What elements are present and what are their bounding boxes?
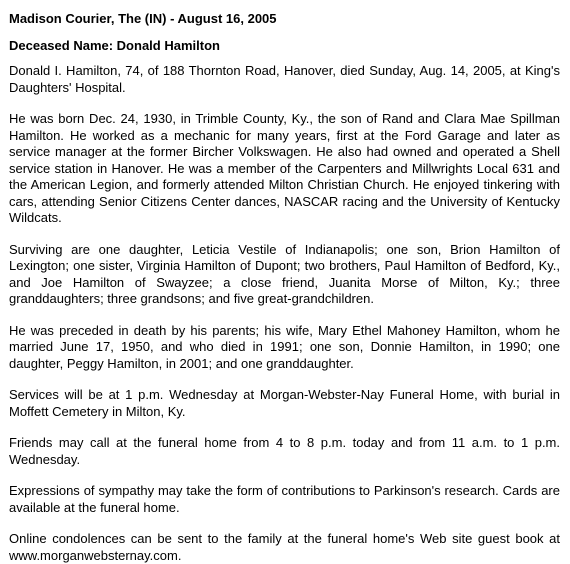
- paragraph-services: Services will be at 1 p.m. Wednesday at Morgan-Webster-Nay Funeral Home, with burial in Moffett Cemetery in Milton, Ky.: [9, 387, 560, 419]
- paragraph-condolences: Online condolences can be sent to the family at the funeral home's Web site guest book at www.morganwebsternay.com.: [9, 531, 560, 563]
- paragraph-preceded-in-death: He was preceded in death by his parents; his wife, Mary Ethel Mahoney Hamilton, whom he married June 17, 1950, and who died in 1991; one son, Donnie Hamilton, in 1990; one daughter, Peggy Hamilton, in 2001; and one granddaughter.: [9, 322, 560, 371]
- obituary-body: [9, 63, 560, 564]
- source-heading: Madison Courier, The (IN) - August 16, 2005: [9, 11, 277, 26]
- paragraph-survivors: Surviving are one daughter, Leticia Vestile of Indianapolis; one son, Brion Hamilton of Lexington; one sister, Virginia Hamilton of Dupont; two brothers, Paul Hamilton of Bedford, Ky., and Joe Hamilton of Swayzee; a close friend, Juanita Morse of Milton, Ky.; three granddaughters; three grandsons; and five great-grandchildren.: [9, 241, 560, 306]
- paragraph-death-notice: Donald I. Hamilton, 74, of 188 Thornton Road, Hanover, died Sunday, Aug. 14, 2005, at King's Daughters' Hospital.: [9, 63, 560, 95]
- paragraph-biography: He was born Dec. 24, 1930, in Trimble County, Ky., the son of Rand and Clara Mae Spillman Hamilton. He worked as a mechanic for many years, first at the Ford Garage and later as service manager at the former Bircher Volkswagen. He also had owned and operated a Shell service station in Hanover. He was a member of the Carpenters and Millwrights Local 631 and the American Legion, and formerly attended Milton Christian Church. He enjoyed tinkering with cars, attending Senior Citizens Center dances, NASCAR racing and the University of Kentucky Wildcats.: [9, 111, 560, 225]
- paragraph-sympathy: Expressions of sympathy may take the form of contributions to Parkinson's research. Cards are available at the funeral home.: [9, 483, 560, 515]
- paragraph-visitation: Friends may call at the funeral home from 4 to 8 p.m. today and from 11 a.m. to 1 p.m. Wednesday.: [9, 435, 560, 467]
- deceased-name-heading: Deceased Name: Donald Hamilton: [9, 38, 220, 53]
